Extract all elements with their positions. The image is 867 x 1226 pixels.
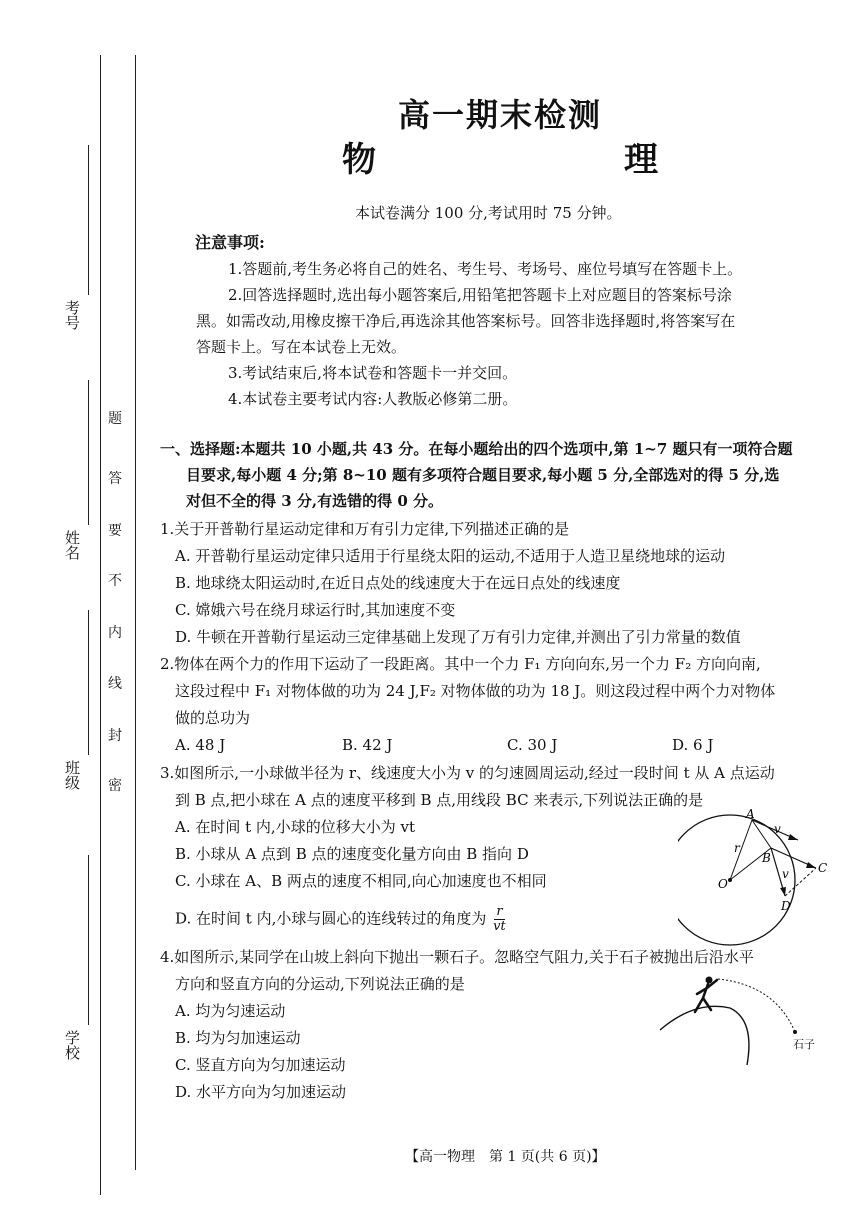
q3-option-d-text: D. 在时间 t 内,小球与圆心的连线转过的角度为 [175, 909, 487, 928]
label-d: D [781, 899, 791, 913]
q3-option-a: A. 在时间 t 内,小球的位移大小为 vt [175, 818, 415, 836]
field-blank [88, 855, 89, 1025]
field-label: 学校 [63, 1030, 81, 1060]
q3-option-d [175, 905, 508, 934]
q1-stem: 1.关于开普勒行星运动定律和万有引力定律,下列描述正确的是 [160, 520, 570, 538]
arrow-head [788, 834, 798, 840]
q4-stem: 方向和竖直方向的分运动,下列说法正确的是 [175, 975, 465, 993]
field-name [62, 530, 92, 564]
warning-char: 内 [108, 625, 122, 641]
q3-circle-figure [678, 808, 838, 958]
fraction-numerator: r [496, 904, 503, 919]
q4-throw-figure [655, 970, 830, 1070]
q3-fraction [491, 905, 508, 934]
label-b: B [762, 851, 771, 865]
warning-char: 要 [108, 523, 122, 539]
warning-char: 题 [108, 411, 122, 427]
notes-line: 黑。如需改动,用橡皮擦干净后,再选涂其他答案标号。回答非选择题时,将答案写在 [196, 312, 736, 330]
label-v: v [774, 822, 781, 836]
exam-info: 本试卷满分 100 分,考试用时 75 分钟。 [355, 204, 622, 222]
trajectory-path [718, 979, 795, 1032]
field-label: 姓名 [63, 530, 81, 560]
label-o: O [718, 877, 728, 891]
binding-line-outer [100, 55, 101, 1195]
label-v: v [782, 867, 789, 881]
q1-option-b: B. 地球绕太阳运动时,在近日点处的线速度大于在远日点处的线速度 [175, 574, 621, 592]
field-blank [88, 145, 89, 295]
warning-char: 线 [108, 676, 122, 692]
q3-stem: 3.如图所示,一小球做半径为 r、线速度大小为 v 的匀速圆周运动,经过一段时间 t 从 A 点运动 [160, 764, 775, 782]
notes-heading: 注意事项: [195, 233, 265, 252]
segment-dc [785, 868, 816, 896]
warning-char: 答 [108, 471, 122, 487]
label-c: C [818, 861, 828, 875]
q4-option-d: D. 水平方向为匀加速运动 [175, 1083, 347, 1101]
q2-option-d: D. 6 J [672, 736, 714, 754]
section-heading: 目要求,每小题 4 分;第 8~10 题有多项符合题目要求,每小题 5 分,全部选对的得 5 分,选 [186, 466, 780, 484]
arrow-head [806, 862, 816, 868]
q1-option-d: D. 牛顿在开普勒行星运动三定律基础上发现了万有引力定律,并测出了引力常量的数值 [175, 628, 741, 646]
fraction-denominator: vt [493, 919, 506, 934]
q1-option-c: C. 嫦娥六号在绕月球运行时,其加速度不变 [175, 601, 456, 619]
field-class [62, 760, 92, 794]
q4-stem: 4.如图所示,某同学在山坡上斜向下抛出一颗石子。忽略空气阻力,关于石子被抛出后沿水平 [160, 948, 754, 966]
q4-option-a: A. 均为匀速运动 [175, 1002, 286, 1020]
section-heading: 对但不全的得 3 分,有选错的得 0 分。 [186, 492, 443, 510]
q3-option-c: C. 小球在 A、B 两点的速度不相同,向心加速度也不相同 [175, 872, 547, 890]
notes-line: 1.答题前,考生务必将自己的姓名、考生号、考场号、座位号填写在答题卡上。 [228, 260, 743, 278]
field-label: 班级 [63, 760, 81, 790]
notes-line: 2.回答选择题时,选出每小题答案后,用铅笔把答题卡上对应题目的答案标号涂 [228, 286, 732, 304]
notes-line: 3.考试结束后,将本试卷和答题卡一并交回。 [228, 364, 518, 382]
binding-margin [0, 0, 150, 1226]
warning-char: 封 [108, 728, 122, 744]
arrow-head [780, 887, 786, 896]
q4-option-c: C. 竖直方向为匀加速运动 [175, 1056, 346, 1074]
q3-stem: 到 B 点,把小球在 A 点的速度平移到 B 点,用线段 BC 来表示,下列说法正确的是 [175, 791, 704, 809]
q3-option-b: B. 小球从 A 点到 B 点的速度变化量方向由 B 指向 D [175, 845, 529, 863]
label-r: r [734, 841, 740, 855]
q2-option-b: B. 42 J [342, 736, 393, 754]
field-school [62, 1030, 92, 1064]
exam-title: 高一期末检测 [397, 96, 602, 134]
q1-option-a: A. 开普勒行星运动定律只适用于行星绕太阳的运动,不适用于人造卫星绕地球的运动 [175, 547, 726, 565]
label-a: A [746, 808, 755, 821]
q2-stem: 做的总功为 [175, 709, 251, 727]
warning-char: 密 [108, 778, 122, 794]
warning-char: 不 [108, 573, 122, 589]
q2-stem: 2.物体在两个力的作用下运动了一段距离。其中一个力 F₁ 方向向东,另一个力 F₂ 方向向南, [160, 655, 761, 673]
notes-line: 4.本试卷主要考试内容:人教版必修第二册。 [228, 390, 518, 408]
binding-line-inner [135, 55, 136, 1170]
q2-option-c: C. 30 J [507, 736, 558, 754]
field-blank [88, 610, 89, 755]
field-exam-number [62, 300, 92, 334]
q4-option-b: B. 均为匀加速运动 [175, 1029, 301, 1047]
student-head [706, 977, 713, 984]
q2-option-a: A. 48 J [175, 736, 226, 754]
section-heading: 一、选择题:本题共 10 小题,共 43 分。在每小题给出的四个选项中,第 1~7 题只有一项符合题 [160, 440, 793, 458]
notes-line: 答题卡上。写在本试卷上无效。 [196, 338, 407, 356]
field-blank [88, 380, 89, 525]
field-label: 考号 [63, 300, 81, 330]
stone-dot [793, 1030, 797, 1034]
stone-label: 石子 [793, 1038, 815, 1051]
exam-subject: 物 理 [342, 140, 718, 180]
q2-stem: 这段过程中 F₁ 对物体做的功为 24 J,F₂ 对物体做的功为 18 J。则这段过程中两个力对物体 [175, 682, 776, 700]
hill-slope [660, 1006, 749, 1065]
page-footer: 【高一物理 第 1 页(共 6 页)】 [405, 1149, 606, 1165]
